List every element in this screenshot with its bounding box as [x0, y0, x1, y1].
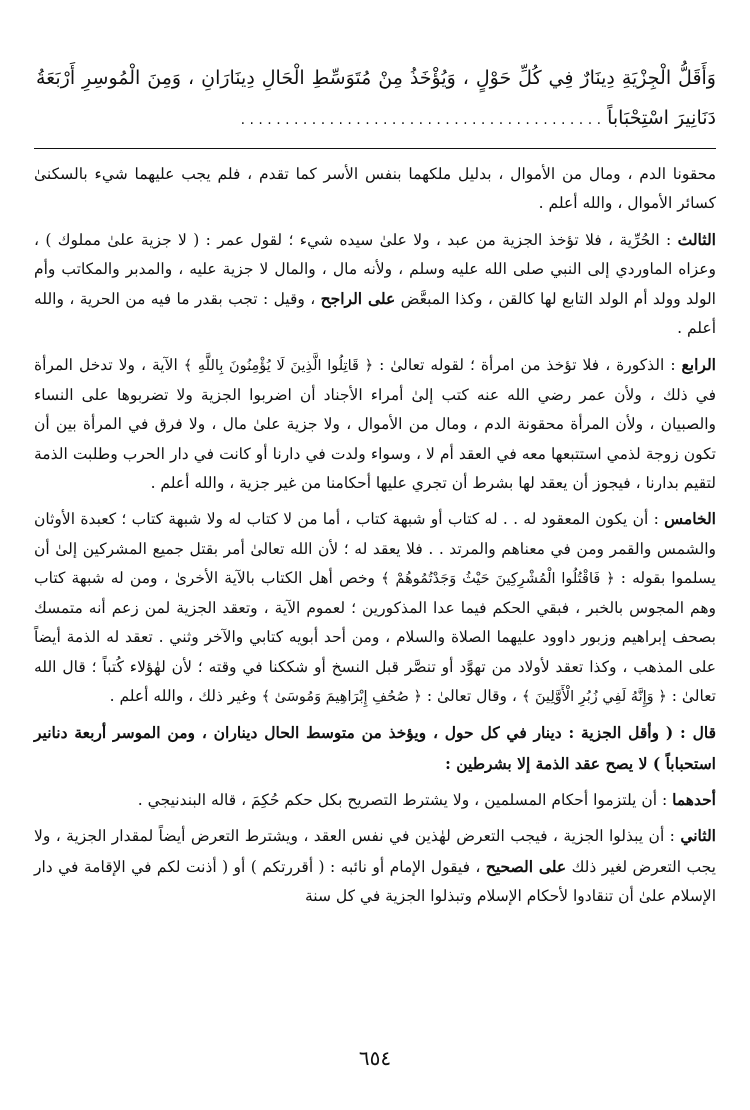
paragraph-first-condition: أحدهما : أن يلتزموا أحكام المسلمين ، ولا يشترط التصريح بكل حكم حُكِمَ ، قاله البندنيجي .	[137, 789, 716, 809]
page-number: ٦٥٤	[358, 1046, 392, 1070]
quran-quote: ﴿ قَاتِلُوا الَّذِينَ لَا يُؤْمِنُونَ بِاللَّهِ ﴾	[183, 357, 374, 374]
quran-quote: ﴿ فَاقْتُلُوا الْمُشْرِكِينَ حَيْثُ وَجَدْتُمُوهُمْ ﴾	[381, 570, 615, 587]
paragraph-1: محقونا الدم ، ومال من الأموال ، بدليل ملكهما بنفس الأسر كما تقدم ، فلم يجب عليهما شيء بالسكنىٰ كسائر الأموال ، والله أعلم .	[34, 165, 716, 213]
heading-fifth: الخامس	[664, 509, 716, 529]
matn-text	[36, 58, 716, 140]
commentary-text	[34, 160, 716, 917]
paragraph-fourth-condition: الرابع : الذكورة ، فلا تؤخذ من امرأة ؛ لقوله تعالىٰ : ﴿ قَاتِلُوا الَّذِينَ لَا يُؤْمِنُونَ بِاللَّهِ ﴾ الآية ، ولا تدخل المرأة في ذلك ، ولأن عمر رضي الله عنه كتب إلىٰ أمراء الأجناد أن اضربوا الجزية ولا تضربوها على النساء والصبيان ، ولأن المرأة محقونة الدم ، ومال من الأموال ، ولا جزية علىٰ مال ، ولا فرق في المرأة بين أن تكون زوجة لذمي استتبعها معه في العقد أم لا ، وسواء ولدت في دارنا أو كانت في دار الحرب وطلبت الذمة لتقيم بدارنا ، فيجوز أن يعقد لها بشرط أن تجري عليها أحكامنا من غير جزية ، والله أعلم .	[34, 354, 716, 492]
quran-quote: ﴿ صُحُفِ إِبْرَاهِيمَ وَمُوسَىٰ ﴾	[261, 689, 422, 706]
separator-rule	[34, 148, 716, 149]
heading-fourth: الرابع	[681, 354, 716, 374]
paragraph-second-condition: الثاني : أن يبذلوا الجزية ، فيجب التعرض لهٰذين في نفس العقد ، ويشترط التعرض أيضاً لمقدار الجزية ، ولا يجب التعرض لغير ذلك على الصحيح ، فيقول الإمام أو نائبه : ( أقررتكم ) أو ( أذنت لكم في الإقامة في دار الإسلام علىٰ أن تنقادوا لأحكام الإسلام وتبذلوا الجزية في كل سنة	[34, 826, 716, 905]
heading-third: الثالث	[677, 229, 716, 249]
paragraph-fifth-condition: الخامس : أن يكون المعقود له . . له كتاب أو شبهة كتاب ، أما من لا كتاب له ولا شبهة كتاب ؛ كعبدة الأوثان والشمس والقمر ومن في معناهم والمرتد . . فلا يعقد له ؛ لأن الله تعالىٰ أمر بقتل جميع المشركين إلىٰ أن يسلموا بقوله : ﴿ فَاقْتُلُوا الْمُشْرِكِينَ حَيْثُ وَجَدْتُمُوهُمْ ﴾ وخص أهل الكتاب بالآية الأخرىٰ ، ومن له شبهة كتاب وهم المجوس بالخبر ، فبقي الحكم فيما عدا المذكورين ؛ لعموم الآية ، وتعقد الجزية لمن زعم أنه متمسك بصحف إبراهيم وزبور داوود عليهما الصلاة والسلام ، ومن أحد أبويه كتابي والآخر وثني . تعقد له الذمة أيضاً على المذهب ، وكذا تعقد لأولاد من تهوَّد أو تنصَّر قبل النسخ أو شككنا في وقته ؛ لأن لهٰؤلاء كُتباً ؛ قال الله تعالىٰ : ﴿ وَإِنَّهُ لَفِي زُبُرِ الْأَوَّلِينَ ﴾ ، وقال تعالىٰ : ﴿ صُحُفِ إِبْرَاهِيمَ وَمُوسَىٰ ﴾ وغير ذلك ، والله أعلم .	[34, 509, 716, 706]
paragraph-third-condition: الثالث : الحُرِّية ، فلا تؤخذ الجزية من عبد ، ولا علىٰ سيده شيء ؛ لقول عمر : ( لا جزية علىٰ مملوك ) ، وعزاه الماوردي إلى النبي صلى الله عليه وسلم ، ولأنه مال ، والمال لا جزية عليه ، والمدبر والمكاتب وأم الولد وولد أم الولد التابع لها كالقن ، وكذا المبعَّض على الراجح ، وقيل : تجب بقدر ما فيه من الحرية ، والله أعلم .	[34, 229, 716, 338]
bold-sahih: على الصحيح	[485, 856, 567, 876]
matn-dots: . . . . . . . . . . . . . . . . . . . . . . . . . . . . . . . . . . . . . . . . .	[240, 112, 602, 128]
quran-quote: ﴿ وَإِنَّهُ لَفِي زُبُرِ الْأَوَّلِينَ ﴾	[521, 689, 667, 706]
heading-first: أحدهما	[672, 789, 716, 809]
heading-second: الثاني	[680, 826, 716, 846]
matn-line: وَأَقَلُّ الْجِزْيَةِ دِينَارٌ فِي كُلِّ حَوْلٍ ، وَيُؤْخَذُ مِنْ مُتَوَسِّطِ الْحَالِ دِينَارَانِ ، وَمِنَ الْمُوسِرِ أَرْبَعَةُ دَنَانِيرَ اسْتِحْبَاباً	[36, 67, 716, 129]
bold-rajih: على الراجح	[320, 289, 396, 309]
paragraph-matn-quote: قال : ( وأقل الجزية : دينار في كل حول ، ويؤخذ من متوسط الحال ديناران ، ومن الموسر أربعة دنانير استحباباً ) لا يصح عقد الذمة إلا بشرطين :	[34, 723, 716, 773]
